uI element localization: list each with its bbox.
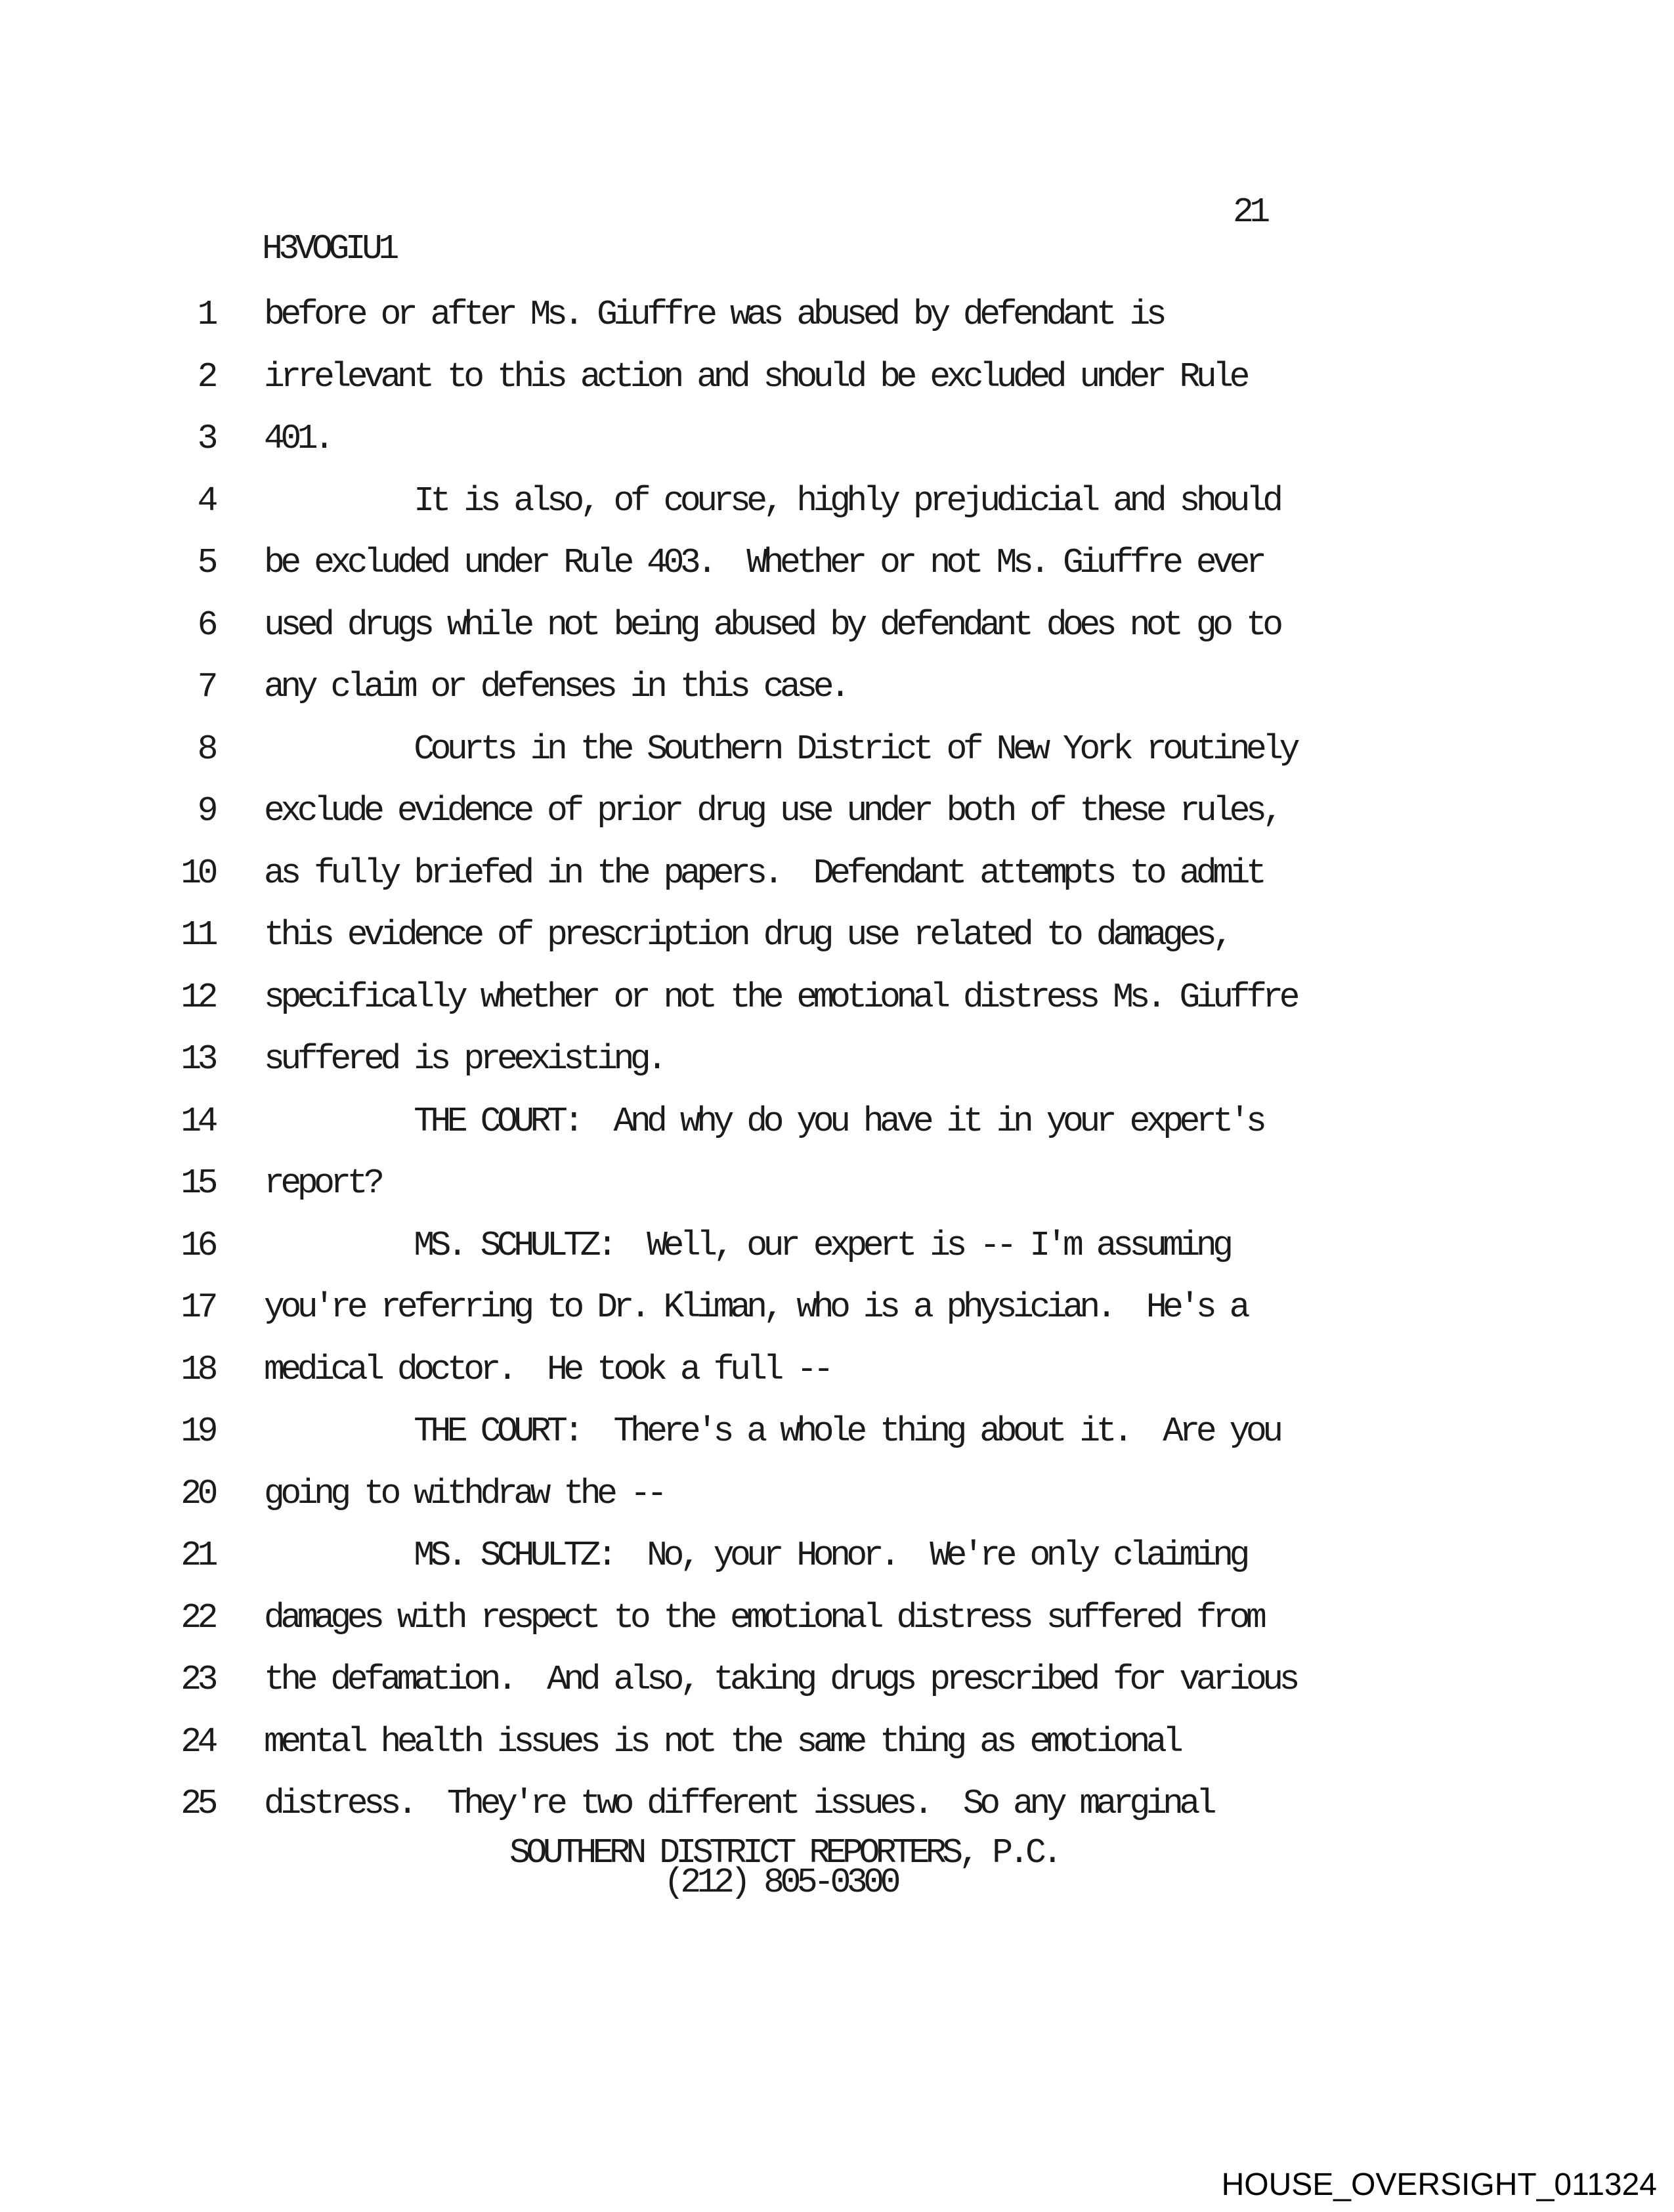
line-number: 14: [181, 1101, 214, 1141]
transcript-line: [181, 1028, 1493, 1091]
line-number: 12: [181, 977, 214, 1017]
line-text: damages with respect to the emotional distress suffered from: [264, 1597, 1263, 1637]
transcript-line: [181, 904, 1493, 966]
transcript-line: [181, 1339, 1493, 1401]
transcript-line: [181, 594, 1493, 657]
line-text: any claim or defenses in this case.: [264, 667, 847, 706]
line-text: you're referring to Dr. Kliman, who is a physician. He's a: [264, 1288, 1246, 1327]
transcript-line: [181, 842, 1493, 905]
reporter-phone: (212) 805-0300: [664, 1863, 897, 1902]
reporter-name: SOUTHERN DISTRICT REPORTERS, P.C.: [509, 1833, 1059, 1873]
transcript-line: [181, 408, 1493, 470]
line-text: mental health issues is not the same thing as emotional: [264, 1722, 1180, 1762]
transcript-line: [181, 1649, 1493, 1711]
line-number: 25: [181, 1784, 214, 1823]
line-number: 18: [181, 1349, 214, 1389]
line-text: exclude evidence of prior drug use under both of these rules,: [264, 791, 1279, 831]
transcript-line: [181, 284, 1493, 346]
transcript-line: [181, 1463, 1493, 1525]
line-number: 20: [181, 1473, 214, 1513]
line-number: 22: [181, 1597, 214, 1637]
bates-stamp: HOUSE_OVERSIGHT_011324: [1221, 2167, 1657, 2202]
line-text: this evidence of prescription drug use related to damages,: [264, 915, 1230, 955]
line-text: distress. They're two different issues. So any marginal: [264, 1784, 1213, 1823]
line-text: as fully briefed in the papers. Defendant attempts to admit: [264, 853, 1263, 893]
transcript-line: [181, 1773, 1493, 1835]
transcript-session-id: H3VOGIU1: [262, 229, 395, 269]
line-text: be excluded under Rule 403. Whether or not Ms. Giuffre ever: [264, 543, 1263, 582]
line-text: going to withdraw the --: [264, 1473, 664, 1513]
line-number: 17: [181, 1288, 214, 1327]
transcript-line: [181, 1215, 1493, 1277]
line-number: 21: [181, 1536, 214, 1575]
transcript-line: [181, 1276, 1493, 1339]
line-number: 19: [181, 1412, 214, 1451]
line-number: 10: [181, 853, 214, 893]
transcript-line: [181, 1400, 1493, 1463]
transcript-line: [181, 1091, 1493, 1153]
line-number: 3: [197, 419, 214, 458]
transcript-line: [181, 1152, 1493, 1215]
transcript-line: [181, 656, 1493, 718]
line-number: 1: [197, 295, 214, 334]
line-text: Courts in the Southern District of New York routinely: [264, 729, 1297, 769]
line-text: MS. SCHULTZ: Well, our expert is -- I'm assuming: [264, 1225, 1230, 1265]
line-text: the defamation. And also, taking drugs prescribed for various: [264, 1660, 1297, 1699]
transcript-line: [181, 718, 1493, 781]
line-text: before or after Ms. Giuffre was abused by defendant is: [264, 295, 1163, 334]
transcript-line: [181, 1587, 1493, 1649]
transcript-body: [181, 284, 1493, 1835]
transcript-line: [181, 780, 1493, 842]
line-text: specifically whether or not the emotional distress Ms. Giuffre: [264, 977, 1297, 1017]
line-number: 24: [181, 1722, 214, 1762]
line-number: 6: [197, 605, 214, 645]
line-text: 401.: [264, 419, 331, 458]
line-number: 4: [197, 481, 214, 521]
line-number: 7: [197, 667, 214, 706]
line-text: used drugs while not being abused by defendant does not go to: [264, 605, 1279, 645]
line-number: 8: [197, 729, 214, 769]
line-number: 5: [197, 543, 214, 582]
line-number: 16: [181, 1225, 214, 1265]
line-text: THE COURT: There's a whole thing about it. Are you: [264, 1412, 1279, 1451]
transcript-line: [181, 346, 1493, 408]
line-number: 13: [181, 1039, 214, 1079]
page-number: 21: [1233, 192, 1266, 232]
line-number: 11: [181, 915, 214, 955]
line-number: 9: [197, 791, 214, 831]
transcript-line: [181, 966, 1493, 1029]
line-text: It is also, of course, highly prejudicial and should: [264, 481, 1279, 521]
line-number: 2: [197, 357, 214, 397]
line-number: 23: [181, 1660, 214, 1699]
line-number: 15: [181, 1163, 214, 1203]
line-text: irrelevant to this action and should be excluded under Rule: [264, 357, 1246, 397]
line-text: report?: [264, 1163, 381, 1203]
line-text: MS. SCHULTZ: No, your Honor. We're only claiming: [264, 1536, 1246, 1575]
transcript-line: [181, 1525, 1493, 1587]
line-text: suffered is preexisting.: [264, 1039, 664, 1079]
line-text: THE COURT: And why do you have it in your expert's: [264, 1101, 1263, 1141]
transcript-line: [181, 1711, 1493, 1773]
transcript-line: [181, 532, 1493, 594]
transcript-line: [181, 470, 1493, 532]
line-text: medical doctor. He took a full --: [264, 1349, 830, 1389]
